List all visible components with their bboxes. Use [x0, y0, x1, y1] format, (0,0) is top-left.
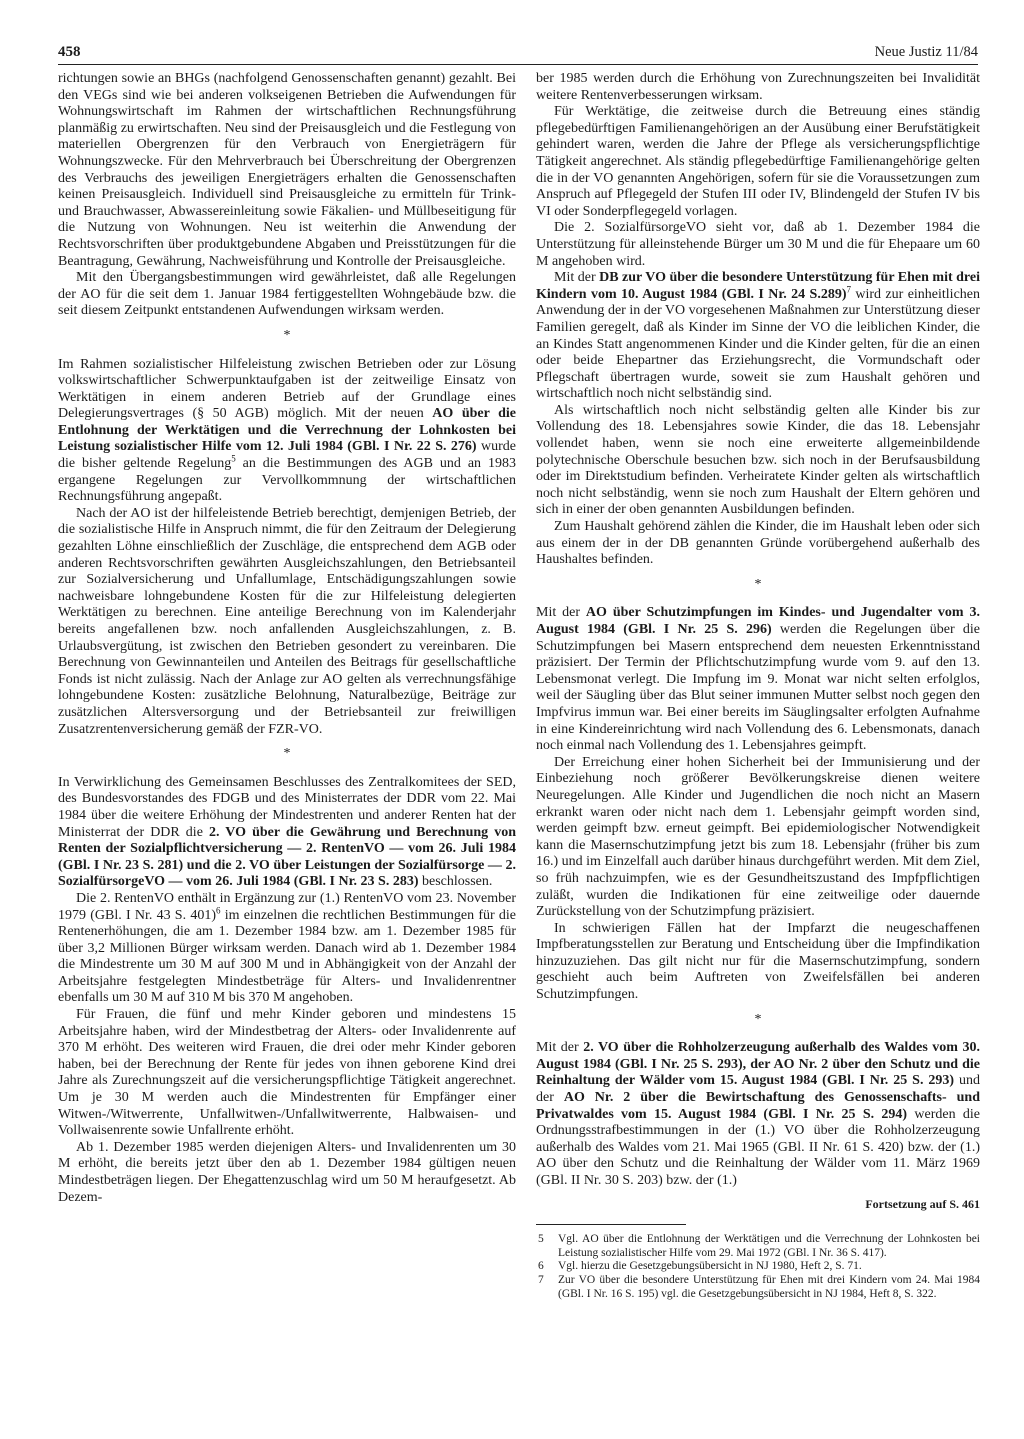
footnote: [536, 1233, 980, 1260]
paragraph: Der Erreichung einer hohen Sicherheit bei der Immunisierung und der Einbeziehung noch größerer Bevölkerungskreise dienen weitere Neuregelungen. Alle Kinder und Jugendlichen die noch nicht an Masern erkrankt waren oder nicht nach dem 1. Lebensjahr geimpft worden sind, werden geimpft bzw. erneut geimpft. Bei epidemiologischer Notwendigkeit kann die Masernschutzimpfung jetzt bis zum 18. Lebensjahr (früher bis zum 16.) und im Einzelfall auch darüber hinaus durchgeführt werden. Mit dem Ziel, so früh nachzuimpfen, wie es der Gesundheitszustand des Impfpflichtigen zuläßt, wurden die Indikationen für eine zeitweilige oder dauernde Zurückstellung von der Schutzimpfung präzisiert.: [536, 754, 980, 920]
footnote-number: 5: [538, 1233, 544, 1246]
paragraph: Für Frauen, die fünf und mehr Kinder geboren und mindestens 15 Arbeitsjahre haben, wird der Mindestbetrag der Alters- oder Invalidenrente auf 370 M erhöht. Des weiteren wird Frauen, die drei oder mehr Kinder geboren haben, bei der Berechnung der Rente für jedes von ihnen geborene Kind drei Jahre als Zurechnungszeit auf die versicherungspflichtige Tätigkeit angerechnet. Um je 30 M werden auch die Mindestrenten für Empfänger einer Witwen-/Witwerrente, Unfallwitwen-/Unfallwitwerrente, Halbwaisen- und Vollwaisenrente sowie Unfallrente erhöht.: [58, 1007, 516, 1139]
paragraph: ber 1985 werden durch die Erhöhung von Zurechnungszeiten bei Invalidität weitere Rentenverbesserungen wirksam.: [536, 71, 980, 103]
left-column: [58, 71, 516, 1406]
paragraph: Mit den Übergangsbestimmungen wird gewährleistet, daß alle Regelungen der AO für die seit dem 1. Januar 1984 fertiggestellten Wohngebäude bzw. die seit diesem Zeitpunkt entstandenen Aufwendungen wirksam werden.: [58, 270, 516, 319]
footnote-ref: 6: [215, 904, 221, 915]
footnote: [536, 1260, 980, 1274]
footnote-rule: [536, 1224, 686, 1225]
paragraph: Nach der AO ist der hilfeleistende Betrieb berechtigt, demjenigen Betrieb, der die sozialistische Hilfe in Anspruch nimmt, die für den Zeitraum der Delegierung gezahlten Löhne einschließlich der Zuschläge, die entsprechend dem AGB oder anderen Rechtsvorschriften gewährten Ausgleichszahlungen, den Betriebsanteil zur Sozialversicherung und Unfallumlage, Entschädigungszahlungen sowie nachweisbare lohngebundene Kosten für die zur Hilfeleistung delegierten Werktätigen zu berechnen. Eine anteilige Berechnung von im Kalenderjahr bereits angefallenen bzw. noch anfallenden Ausgleichszahlungen, z. B. Urlaubsvergütung, ist zwischen den Betrieben gesondert zu vereinbaren. Die Berechnung von Gewinnanteilen und Anteilen des Beitrags für gesellschaftliche Fonds ist nicht zulässig. Nach der Anlage zur AO gelten als verrechnungsfähige lohngebundene Kosten: zusätzliche Belohnung, Naturalbezüge, Beiträge zur zusätzlichen Altersversorgung und der Betriebsanteil zur freiwilligen Zusatzrentenversicherung gemäß der FZR-VO.: [58, 505, 516, 737]
footnote-number: 7: [538, 1273, 544, 1286]
paragraph: In schwierigen Fällen hat der Impfarzt die neugeschaffenen Impfberatungsstellen zur Beratung und Entscheidung über die Impfindikation hinzuzuziehen. Das gilt nicht nur für die Masernschutzimpfung, sondern geschieht auch beim Auftreten von Zweifelsfällen bei anderen Schutzimpfungen.: [536, 920, 980, 1003]
header-rule: [58, 64, 978, 65]
footnote-ref: 7: [846, 284, 851, 295]
continuation-note: Fortsetzung auf S. 461: [865, 1196, 980, 1211]
footnote: [536, 1274, 980, 1301]
footnote-ref: 5: [231, 453, 236, 464]
paragraph: richtungen sowie an BHGs (nachfolgend Genossenschaften genannt) gezahlt. Bei den VEGs sind wie bei anderen volkseigenen Betrieben die Aufwendungen für Wohnungswirtschaft im Rahmen der wirtschaftlichen Rechnungsführung planmäßig zu erwirtschaften. Neu sind der Preisausgleich und die Festlegung von materiellen Obergrenzen für den Verbrauch von Energieträgern für Wohnungszwecke. Für den Mehrverbrauch bei Überschreitung der Obergrenzen des Verbrauchs des jeweiligen Energieträgers erhalten die Genossenschaften keinen Preisausgleich. Individuell sind Preisausgleiche zu ermitteln für Trink- und Brauchwasser, Abwassereinleitung sowie Fäkalien- und Müllbeseitigung für die Nutzung von Wohnungen. Neu ist weiterhin die Anwendung der Rechtsvorschriften über produktgebundene Abgaben und Preisstützungen für die Beantragung, Gewährung, Nachweisführung und Kontrolle der Preisausgleiche.: [58, 71, 516, 269]
legal-citation: AO über die Entlohnung der Werktätigen und die Verrechnung der Lohnkosten bei Leistung sozialistischer Hilfe vom 12. Juli 1984 (GBl. I Nr. 22 S. 276): [58, 406, 516, 455]
footnote-text: Vgl. AO über die Entlohnung der Werktätigen und die Verrechnung der Lohnkosten bei Leistung sozialistischer Hilfe vom 29. Mai 1972 (GBl. I Nr. 36 S. 417).: [558, 1233, 980, 1259]
footnote-number: 6: [538, 1260, 544, 1273]
footnote-text: Vgl. hierzu die Gesetzgebungsübersicht in NJ 1980, Heft 2, S. 71.: [558, 1260, 862, 1273]
journal-issue: Neue Justiz 11/84: [874, 44, 978, 60]
paragraph: Mit der DB zur VO über die besondere Unterstützung für Ehen mit drei Kindern vom 10. August 1984 (GBl. I Nr. 24 S.289)$^7$ wird zur einheitlichen Anwendung der in der VO vorgesehenen Maßnahmen zur Unterstützung dieser Familien geregelt, daß als Kinder im Sinne der VO die leiblichen Kinder, die an Kindes Statt angenommenen Kinder und die Kinder gelten, für die an einen oder beide Ehepartner das Erziehungsrecht, die Vormundschaft oder Pflegschaft übertragen wurde, soweit sie zum Haushalt gehören und wirtschaftlich noch nicht selbständig sind.: [536, 270, 980, 402]
legal-citation: AO über Schutzimpfungen im Kindes- und Jugendalter vom 3. August 1984 (GBl. I Nr. 25 S. 296): [536, 605, 980, 637]
paragraph: Im Rahmen sozialistischer Hilfeleistung zwischen Betrieben oder zur Lösung volkswirtschaftlicher Schwerpunktaufgaben ist der zeitweilige Einsatz von Werktätigen in einem anderen Betrieb auf der Grundlage eines Delegierungsvertrages (§ 50 AGB) möglich. Mit der neuen AO über die Entlohnung der Werktätigen und die Verrechnung der Lohnkosten bei Leistung sozialistischer Hilfe vom 12. Juli 1984 (GBl. I Nr. 22 S. 276) wurde die bisher geltende Regelung$^5$ an die Bestimmungen des AGB und an 1983 ergangene Regelungen zur Vervollkommnung der wirtschaftlichen Rechnungsführung angepaßt.: [58, 356, 516, 505]
legal-citation: DB zur VO über die besondere Unterstützung für Ehen mit drei Kindern vom 10. August 1984 (GBl. I Nr. 24 S.289): [536, 270, 980, 302]
paragraph: Ab 1. Dezember 1985 werden diejenigen Alters- und Invalidenrenten um 30 M erhöht, die bereits jetzt über den ab 1. Dezember 1984 gültigen neuen Mindestbeträgen liegen. Der Ehegattenzuschlag wird um 50 M heraufgesetzt. Ab Dezem-: [58, 1139, 516, 1205]
section-separator: *: [283, 327, 291, 343]
paragraph: Als wirtschaftlich noch nicht selbständig gelten alle Kinder bis zur Vollendung des 18. Lebensjahres sowie Kinder, die das 18. Lebensjahr vollendet haben, wenn sie noch eine erweiterte allgemeinbildende polytechnische Oberschule besuchen bzw. sich noch in der Berufsausbildung oder im Direktstudium befinden. Verheiratete Kinder gelten als wirtschaftlich noch nicht selbständig, wenn sie noch zum Haushalt der Eltern gehören und sich in einer der oben genannten Ausbildungen befinden.: [536, 402, 980, 518]
legal-citation: 2. VO über die Gewährung und Berechnung von Renten der Sozialpflichtversicherung — 2. RentenVO — vom 26. Juli 1984 (GBl. I Nr. 23 S. 281) und die 2. VO über Leistungen der Sozialfürsorge — 2. SozialfürsorgeVO — vom 26. Juli 1984 (GBl. I Nr. 23 S. 283): [58, 824, 516, 890]
paragraph: Die 2. RentenVO enthält in Ergänzung zur (1.) RentenVO vom 23. November 1979 (GBl. I Nr. 43 S. 401)$^6$ im einzelnen die rechtlichen Bestimmungen für die Rentenerhöhungen, die am 1. Dezember 1984 bzw. am 1. Dezember 1985 für über 3,2 Millionen Bürger wirksam werden. Danach wird ab 1. Dezember 1984 die Mindestrente um 30 M auf 300 M und in Abhängigkeit von der Anzahl der Arbeitsjahre festgelegten Mindestbeträge für Alters- und Invalidenrentner ebenfalls um 30 M auf 310 M bis 370 M angehoben.: [58, 890, 516, 1006]
section-separator: *: [283, 746, 291, 762]
legal-citation: AO Nr. 2 über die Bewirtschaftung des Genossenschafts- und Privatwaldes vom 15. August 1984 (GBl. I Nr. 25 S. 294): [536, 1090, 980, 1122]
paragraph: Die 2. SozialfürsorgeVO sieht vor, daß ab 1. Dezember 1984 die Unterstützung für alleinstehende Bürger um 30 M und die für Ehepaare um 60 M angehoben wird.: [536, 220, 980, 269]
paragraph: In Verwirklichung des Gemeinsamen Beschlusses des Zentralkomitees der SED, des Bundesvorstandes des FDGB und des Ministerrates der DDR vom 22. Mai 1984 über die weitere Erhöhung der Mindestrenten und anderer Renten hat der Ministerrat der DDR die 2. VO über die Gewährung und Berechnung von Renten der Sozialpflichtversicherung — 2. RentenVO — vom 26. Juli 1984 (GBl. I Nr. 23 S. 281) und die 2. VO über Leistungen der Sozialfürsorge — 2. SozialfürsorgeVO — vom 26. Juli 1984 (GBl. I Nr. 23 S. 283) beschlossen.: [58, 774, 516, 890]
legal-citation: 2. VO über die Rohholzerzeugung außerhalb des Waldes vom 30. August 1984 (GBl. I Nr. 25 S. 293), der AO Nr. 2 über den Schutz und die Reinhaltung der Wälder vom 15. August 1984 (GBl. I Nr. 25 S. 293): [536, 1040, 980, 1089]
paragraph: Mit der 2. VO über die Rohholzerzeugung außerhalb des Waldes vom 30. August 1984 (GBl. I Nr. 25 S. 293), der AO Nr. 2 über den Schutz und die Reinhaltung der Wälder vom 15. August 1984 (GBl. I Nr. 25 S. 293) und der AO Nr. 2 über die Bewirtschaftung des Genossenschafts- und Privatwaldes vom 15. August 1984 (GBl. I Nr. 25 S. 294) werden die Ordnungsstrafbestimmungen in der (1.) VO über die Rohholzerzeugung außerhalb des Waldes vom 21. Mai 1965 (GBl. II Nr. 61 S. 420) bzw. der (1.) AO über den Schutz und die Reinhaltung der Wälder vom 11. März 1969 (GBl. II Nr. 30 S. 203) bzw. der (1.): [536, 1040, 980, 1188]
page-number: 458: [58, 44, 81, 60]
paragraph: Mit der AO über Schutzimpfungen im Kindes- und Jugendalter vom 3. August 1984 (GBl. I Nr. 25 S. 296) werden die Regelungen über die Schutzimpfungen bei Masern entsprechend dem neuesten Erkenntnisstand präzisiert. Der Termin der Pflichtschutzimpfung wurde vom 9. auf den 13. Lebensmonat verlegt. Die Impfung im 9. Monat war nicht selten erfolglos, weil der Säugling über das Blut seiner immunen Mutter selbst noch gegen den Impfvirus immun war. Bei einer bereits im Säuglingsalter erfolgten Aufnahme in eine Kindereinrichtung wird nach Vollendung des 6. Lebensmonats, danach noch einmal nach Vollendung des 1. Lebensjahres geimpft.: [536, 605, 980, 754]
right-column: [536, 71, 980, 1406]
section-separator: *: [754, 1011, 762, 1027]
paragraph: Zum Haushalt gehörend zählen die Kinder, die im Haushalt leben oder sich aus einem der in der DB genannten Gründe vorübergehend außerhalb des Haushaltes befinden.: [536, 519, 980, 568]
footnote-text: Zur VO über die besondere Unterstützung für Ehen mit drei Kindern vom 24. Mai 1984 (GBl. I Nr. 16 S. 195) vgl. die Gesetzgebungsübersicht in NJ 1984, Heft 8, S. 322.: [558, 1273, 980, 1300]
paragraph: Für Werktätige, die zeitweise durch die Betreuung eines ständig pflegebedürftigen Familienangehörigen an der Ausübung einer Berufstätigkeit gehindert waren, werden die Jahre der Pflege als versicherungspflichtige Tätigkeit angerechnet. Als ständig pflegebedürftige Familienangehörige gelten die in der VO genannten Angehörigen, sofern für sie die Voraussetzungen zum Anspruch auf Pflegegeld der Stufen III oder IV, Blindengeld der Stufen IV bis VI oder Sonderpflegegeld vorlagen.: [536, 104, 980, 219]
section-separator: *: [754, 576, 762, 592]
